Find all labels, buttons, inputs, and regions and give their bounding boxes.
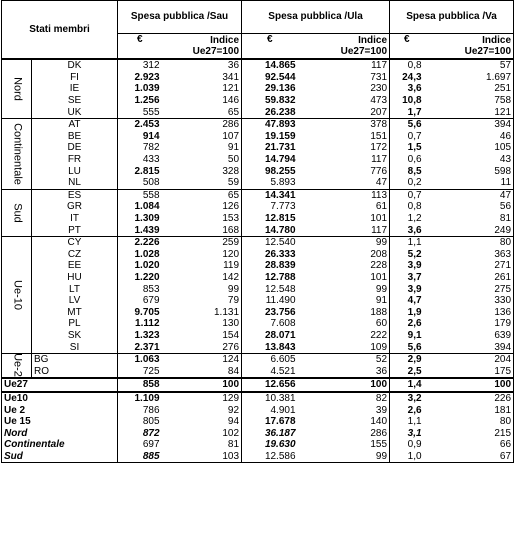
- index-cell: 65: [162, 189, 242, 201]
- index-cell: 378: [298, 118, 390, 130]
- value-cell: 12.788: [264, 271, 296, 283]
- index-cell: 146: [162, 95, 242, 107]
- index-cell: 188: [298, 306, 390, 318]
- country-code: CZ: [32, 249, 118, 261]
- table-row: [2, 236, 514, 248]
- index-cell: 226: [424, 392, 514, 405]
- value-cell: 12.540: [264, 237, 296, 249]
- value-cell: 28.839: [264, 260, 296, 272]
- index-cell: 275: [424, 283, 514, 295]
- country-code: PT: [32, 224, 118, 236]
- value-cell: 2,6: [407, 318, 422, 330]
- value-cell: 8,5: [407, 165, 422, 177]
- index-cell: 99: [298, 451, 390, 463]
- value-cell: 1.039: [134, 83, 160, 95]
- country-code: BG: [32, 353, 118, 365]
- index-cell: 175: [424, 365, 514, 378]
- table-row: [2, 224, 514, 236]
- index-cell: 109: [298, 341, 390, 353]
- value-cell: 29.136: [264, 83, 296, 95]
- table-row: [2, 201, 514, 213]
- country-code: LT: [32, 283, 118, 295]
- value-cell: 2.923: [134, 71, 160, 83]
- country-code: BE: [32, 131, 118, 143]
- index-cell: 155: [298, 439, 390, 451]
- value-cell: 0,8: [407, 60, 422, 72]
- index-cell: 172: [298, 142, 390, 154]
- value-cell: 433: [142, 154, 160, 166]
- index-cell: 142: [162, 272, 242, 284]
- index-cell: 363: [424, 249, 514, 261]
- value-cell: 2.453: [134, 119, 160, 131]
- index-cell: 154: [162, 330, 242, 342]
- index-cell: 81: [424, 213, 514, 225]
- value-cell: 2,5: [390, 365, 424, 378]
- country-code: RO: [32, 365, 118, 378]
- country-code: UK: [32, 106, 118, 118]
- index-cell: 215: [424, 427, 514, 439]
- index-base-label: Ue27=100: [464, 46, 512, 57]
- index-cell: 99: [162, 283, 242, 295]
- value-cell: 4,7: [407, 295, 422, 307]
- index-cell: 43: [424, 154, 514, 166]
- value-cell: 1.220: [134, 271, 160, 283]
- spesa-pubblica-table: [1, 0, 514, 463]
- value-cell: 9,1: [407, 329, 422, 341]
- index-cell: 776: [298, 165, 390, 177]
- index-cell: 91: [298, 295, 390, 307]
- value-cell: 12.586: [242, 451, 298, 463]
- index-cell: 61: [298, 201, 390, 213]
- value-cell: 697: [142, 439, 160, 451]
- col-header-va: Spesa pubblica /Va: [390, 1, 514, 34]
- index-cell: 328: [162, 165, 242, 177]
- value-cell: 1,9: [407, 306, 422, 318]
- index-cell: 47: [424, 189, 514, 201]
- table-row: [2, 189, 514, 201]
- index-cell: 39: [298, 404, 390, 416]
- total-label: Ue27: [2, 378, 118, 392]
- table-row: [2, 142, 514, 154]
- group-label-text: Nord: [11, 77, 23, 101]
- index-cell: 598: [424, 165, 514, 177]
- table-row: [2, 365, 514, 378]
- table-row: [2, 106, 514, 118]
- aggregate-label: Ue 2: [2, 404, 118, 416]
- table-row: [2, 260, 514, 272]
- index-cell: 126: [162, 201, 242, 213]
- value-cell: 1,1: [407, 416, 422, 428]
- value-cell: 21.731: [264, 142, 296, 154]
- value-cell: 1.323: [134, 329, 160, 341]
- value-cell: 3,7: [407, 271, 422, 283]
- value-cell: 36.187: [264, 427, 296, 439]
- value-cell: 7.773: [270, 201, 296, 213]
- index-cell: 100: [162, 378, 242, 392]
- value-cell: 3,9: [407, 283, 422, 295]
- index-cell: 60: [298, 318, 390, 330]
- country-code: SK: [32, 330, 118, 342]
- value-cell: 4.901: [270, 404, 296, 416]
- value-cell: 5,2: [407, 248, 422, 260]
- table-row: [2, 249, 514, 261]
- index-cell: 639: [424, 330, 514, 342]
- index-cell: 100: [298, 378, 390, 392]
- value-cell: 1.309: [134, 213, 160, 225]
- index-cell: 100: [424, 378, 514, 392]
- country-code: HU: [32, 272, 118, 284]
- country-code: IE: [32, 83, 118, 95]
- value-cell: 872: [142, 427, 160, 439]
- index-cell: 99: [298, 283, 390, 295]
- index-cell: 271: [424, 260, 514, 272]
- index-cell: 731: [298, 72, 390, 84]
- value-cell: 14.794: [264, 154, 296, 166]
- group-label-nord: [2, 59, 32, 118]
- value-cell: 6.605: [270, 354, 296, 366]
- aggregate-row: [2, 404, 514, 416]
- index-cell: 179: [424, 318, 514, 330]
- value-cell: 3,6: [390, 224, 424, 236]
- country-code: MT: [32, 306, 118, 318]
- index-header: [162, 34, 242, 60]
- value-cell: 312: [142, 60, 160, 72]
- value-cell: 7.608: [270, 318, 296, 330]
- index-cell: 207: [298, 106, 390, 118]
- index-cell: 121: [424, 106, 514, 118]
- value-cell: 679: [142, 295, 160, 307]
- group-label-text: Ue-2: [11, 353, 23, 378]
- value-cell: 885: [118, 451, 162, 463]
- col-header-ula: Spesa pubblica /Ula: [242, 1, 390, 34]
- value-cell: 0,6: [407, 154, 422, 166]
- value-cell: 92.544: [264, 71, 296, 83]
- value-cell: 2,6: [407, 404, 422, 416]
- index-cell: 249: [424, 224, 514, 236]
- group-label-continentale: [2, 118, 32, 189]
- index-cell: 228: [298, 260, 390, 272]
- index-cell: 81: [162, 439, 242, 451]
- value-cell: 1.112: [135, 318, 160, 330]
- country-code: DE: [32, 142, 118, 154]
- index-cell: 102: [162, 427, 242, 439]
- aggregate-label: Sud: [2, 451, 118, 463]
- index-cell: 251: [424, 83, 514, 95]
- value-cell: 1,2: [407, 213, 422, 225]
- value-cell: 11.490: [265, 295, 296, 307]
- value-cell: 26.238: [242, 106, 298, 118]
- group-label-text: Ue-10: [11, 279, 23, 310]
- index-cell: 65: [162, 106, 242, 118]
- value-cell: 14.341: [264, 189, 296, 201]
- table-row: [2, 318, 514, 330]
- index-cell: 130: [162, 318, 242, 330]
- table-row: [2, 330, 514, 342]
- index-cell: 286: [298, 427, 390, 439]
- value-cell: 3,6: [407, 83, 422, 95]
- value-cell: 5,6: [407, 119, 422, 131]
- index-cell: 94: [162, 416, 242, 428]
- group-label-sud: [2, 189, 32, 236]
- index-cell: 341: [162, 72, 242, 84]
- index-cell: 151: [298, 131, 390, 143]
- index-cell: 330: [424, 295, 514, 307]
- index-cell: 57: [424, 59, 514, 72]
- table-row: [2, 83, 514, 95]
- euro-unit-header: €: [118, 34, 162, 60]
- index-label: Indice: [482, 35, 512, 46]
- value-cell: 9.705: [134, 306, 160, 318]
- index-cell: 136: [424, 306, 514, 318]
- index-cell: 153: [162, 213, 242, 225]
- country-code: IT: [32, 213, 118, 225]
- index-cell: 101: [298, 272, 390, 284]
- index-cell: 113: [298, 189, 390, 201]
- value-cell: 26.333: [264, 248, 296, 260]
- country-code: DK: [32, 59, 118, 72]
- value-cell: 725: [118, 365, 162, 378]
- index-header: [298, 34, 390, 60]
- aggregate-label: Continentale: [2, 439, 118, 451]
- table-row: [2, 177, 514, 189]
- value-cell: 1,5: [407, 142, 422, 154]
- value-cell: 508: [118, 177, 162, 189]
- index-label: Indice: [210, 35, 240, 46]
- index-cell: 129: [162, 392, 242, 405]
- country-code: NL: [32, 177, 118, 189]
- index-cell: 79: [162, 295, 242, 307]
- index-cell: 208: [298, 249, 390, 261]
- index-cell: 120: [162, 249, 242, 261]
- aggregate-row: [2, 416, 514, 428]
- table-row: [2, 131, 514, 143]
- value-cell: 10,8: [402, 95, 422, 107]
- value-cell: 4.521: [242, 365, 298, 378]
- value-cell: 59.832: [264, 95, 296, 107]
- table-row: [2, 165, 514, 177]
- index-cell: 117: [298, 224, 390, 236]
- index-cell: 66: [424, 439, 514, 451]
- value-cell: 1,4: [390, 378, 424, 392]
- index-cell: 91: [162, 142, 242, 154]
- index-cell: 286: [162, 118, 242, 130]
- value-cell: 914: [142, 130, 160, 142]
- value-cell: 1.109: [134, 392, 160, 404]
- country-code: SE: [32, 95, 118, 107]
- country-code: FR: [32, 154, 118, 166]
- value-cell: 1,0: [390, 451, 424, 463]
- table-row: [2, 213, 514, 225]
- index-cell: 105: [424, 142, 514, 154]
- country-code: GR: [32, 201, 118, 213]
- index-cell: 46: [424, 131, 514, 143]
- value-cell: 10.381: [264, 392, 296, 404]
- aggregate-row: [2, 451, 514, 463]
- value-cell: 1,1: [407, 237, 422, 249]
- value-cell: 1.084: [134, 201, 160, 213]
- aggregate-label: Nord: [2, 427, 118, 439]
- country-code: LV: [32, 295, 118, 307]
- value-cell: 17.678: [264, 416, 296, 428]
- value-cell: 98.255: [264, 165, 296, 177]
- index-cell: 140: [298, 416, 390, 428]
- value-cell: 0,7: [407, 189, 422, 201]
- value-cell: 0,2: [390, 177, 424, 189]
- value-cell: 2.371: [118, 341, 162, 353]
- country-code: ES: [32, 189, 118, 201]
- group-label-ue-10: [2, 236, 32, 353]
- index-cell: 758: [424, 95, 514, 107]
- aggregate-row: [2, 439, 514, 451]
- index-cell: 92: [162, 404, 242, 416]
- index-cell: 99: [298, 236, 390, 248]
- table-row: [2, 283, 514, 295]
- value-cell: 786: [142, 404, 160, 416]
- value-cell: 3,9: [407, 260, 422, 272]
- table-row: [2, 154, 514, 166]
- value-cell: 47.893: [264, 119, 296, 131]
- col-header-sau: Spesa pubblica /Sau: [118, 1, 242, 34]
- table-row: [2, 272, 514, 284]
- value-cell: 0,7: [407, 130, 422, 142]
- value-cell: 14.780: [242, 224, 298, 236]
- value-cell: 558: [142, 189, 160, 201]
- value-cell: 13.843: [242, 341, 298, 353]
- index-cell: 230: [298, 83, 390, 95]
- value-cell: 14.865: [264, 60, 296, 72]
- euro-unit-header: €: [390, 34, 424, 60]
- index-cell: 394: [424, 341, 514, 353]
- index-cell: 36: [162, 59, 242, 72]
- group-label-ue-2: [2, 353, 32, 378]
- value-cell: 805: [142, 416, 160, 428]
- index-cell: 36: [298, 365, 390, 378]
- total-row-ue27: [2, 378, 514, 392]
- value-cell: 19.159: [264, 130, 296, 142]
- table-row: [2, 118, 514, 130]
- index-cell: 52: [298, 353, 390, 365]
- index-cell: 50: [162, 154, 242, 166]
- index-cell: 259: [162, 236, 242, 248]
- country-code: LU: [32, 165, 118, 177]
- index-cell: 117: [298, 154, 390, 166]
- group-label-text: Continentale: [11, 122, 23, 185]
- country-code: CY: [32, 236, 118, 248]
- index-cell: 80: [424, 236, 514, 248]
- value-cell: 3,1: [407, 427, 422, 439]
- country-code: EE: [32, 260, 118, 272]
- index-cell: 103: [162, 451, 242, 463]
- value-cell: 782: [142, 142, 160, 154]
- index-label: Indice: [358, 35, 388, 46]
- aggregate-label: Ue10: [2, 392, 118, 405]
- value-cell: 28.071: [264, 329, 296, 341]
- index-cell: 101: [298, 213, 390, 225]
- value-cell: 2.815: [134, 165, 160, 177]
- country-code: PL: [32, 318, 118, 330]
- value-cell: 1.439: [118, 224, 162, 236]
- index-cell: 222: [298, 330, 390, 342]
- index-cell: 117: [298, 59, 390, 72]
- value-cell: 1.063: [134, 354, 160, 366]
- group-label-text: Sud: [11, 202, 23, 223]
- table-row: [2, 341, 514, 353]
- index-cell: 121: [162, 83, 242, 95]
- table-row: [2, 95, 514, 107]
- index-header: [424, 34, 514, 60]
- value-cell: 2,9: [407, 354, 422, 366]
- value-cell: 12.548: [264, 283, 296, 295]
- euro-unit-header: €: [242, 34, 298, 60]
- value-cell: 0,9: [407, 439, 422, 451]
- value-cell: 12.656: [242, 378, 298, 392]
- table-row: [2, 353, 514, 365]
- index-base-label: Ue27=100: [192, 46, 240, 57]
- index-cell: 181: [424, 404, 514, 416]
- value-cell: 1.256: [134, 95, 160, 107]
- country-code: SI: [32, 341, 118, 353]
- index-cell: 107: [162, 131, 242, 143]
- index-cell: 261: [424, 272, 514, 284]
- index-cell: 47: [298, 177, 390, 189]
- index-cell: 394: [424, 118, 514, 130]
- country-code: FI: [32, 72, 118, 84]
- aggregate-row: [2, 392, 514, 405]
- value-cell: 5,6: [390, 341, 424, 353]
- table-row: [2, 306, 514, 318]
- value-cell: 1.020: [134, 260, 160, 272]
- index-cell: 276: [162, 341, 242, 353]
- index-cell: 119: [162, 260, 242, 272]
- index-cell: 168: [162, 224, 242, 236]
- value-cell: 3,2: [407, 392, 422, 404]
- index-cell: 59: [162, 177, 242, 189]
- index-cell: 82: [298, 392, 390, 405]
- value-cell: 24,3: [402, 71, 422, 83]
- table-row: [2, 295, 514, 307]
- states-header: Stati membri: [2, 1, 118, 60]
- table-row: [2, 72, 514, 84]
- index-cell: 67: [424, 451, 514, 463]
- aggregate-row: [2, 427, 514, 439]
- index-cell: 473: [298, 95, 390, 107]
- value-cell: 2.226: [134, 237, 160, 249]
- aggregate-label: Ue 15: [2, 416, 118, 428]
- index-base-label: Ue27=100: [340, 46, 388, 57]
- index-cell: 1.697: [424, 72, 514, 84]
- value-cell: 5.893: [242, 177, 298, 189]
- country-code: AT: [32, 118, 118, 130]
- index-cell: 124: [162, 353, 242, 365]
- value-cell: 0,8: [407, 201, 422, 213]
- value-cell: 555: [118, 106, 162, 118]
- index-cell: 84: [162, 365, 242, 378]
- index-cell: 11: [424, 177, 514, 189]
- index-cell: 80: [424, 416, 514, 428]
- value-cell: 19.630: [264, 439, 296, 451]
- value-cell: 853: [142, 283, 160, 295]
- value-cell: 1.028: [134, 248, 160, 260]
- value-cell: 23.756: [264, 306, 296, 318]
- value-cell: 12.815: [264, 213, 296, 225]
- index-cell: 56: [424, 201, 514, 213]
- index-cell: 204: [424, 353, 514, 365]
- index-cell: 1.131: [162, 306, 242, 318]
- value-cell: 858: [118, 378, 162, 392]
- value-cell: 1,7: [390, 106, 424, 118]
- table-row: [2, 59, 514, 72]
